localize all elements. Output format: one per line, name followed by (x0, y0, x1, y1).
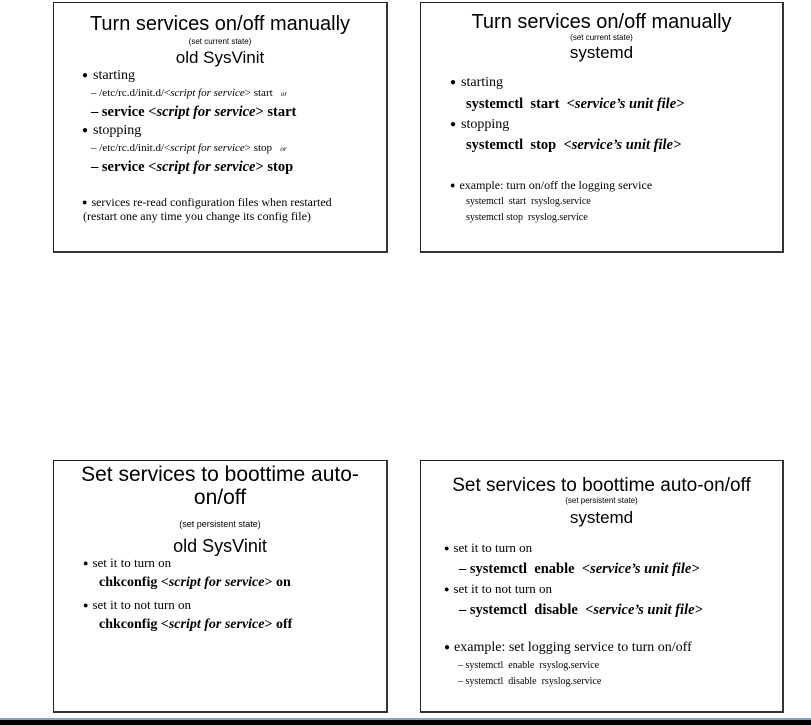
bullet-turn-on (444, 540, 532, 557)
text: systemctl start (466, 96, 567, 112)
bullet-starting (450, 75, 503, 92)
chkconfig-off-line (99, 616, 292, 633)
slide-title: Set services to boottime auto-on/off (452, 475, 751, 496)
slide-note: (set current state) (188, 37, 252, 46)
disable-cmd-line (459, 602, 703, 619)
text-italic: script for service (170, 142, 245, 154)
slide-note: (set persistent state) (565, 496, 638, 505)
slide-subtitle: systemd (569, 508, 634, 527)
text: set it to turn on (92, 555, 172, 570)
text-italic: script for service (168, 575, 265, 590)
text: example: turn on/off the logging service (459, 178, 653, 192)
text-italic: script for service (170, 87, 245, 99)
text: (restart one any time you change its config file) (83, 209, 311, 223)
bullet-stopping (82, 123, 141, 140)
slide-title-line1: Set services to boottime auto- (81, 463, 359, 486)
bullet-dot-icon: ● (83, 558, 89, 568)
start-cmd-line (466, 96, 684, 113)
slide-sysvinit-boottime (53, 460, 388, 713)
bullet-reread (82, 196, 332, 223)
start-path-line (91, 87, 287, 101)
or-label: or (280, 90, 288, 98)
bullet-dot-icon: ● (444, 584, 450, 594)
stop-path-line (91, 142, 287, 156)
text: > stop (255, 159, 294, 175)
slide-sysvinit-manual (53, 2, 388, 253)
text-italic: <service’s unit file> (563, 137, 682, 153)
text: – /etc/rc.d/init.d/< (91, 87, 171, 99)
example-line: systemctl start rsyslog.service (466, 196, 591, 207)
slide-note: (set persistent state) (179, 519, 261, 529)
text: services re-read configuration files when restarted (91, 195, 332, 209)
text: set it to not turn on (92, 597, 192, 612)
bullet-dot-icon: ● (444, 543, 450, 553)
taskbar (0, 720, 811, 725)
bullet-example (450, 178, 652, 193)
slide-subtitle: old SysVinit (175, 48, 265, 67)
example-line: systemctl stop rsyslog.service (466, 212, 588, 223)
bullet-text: starting (93, 68, 136, 83)
chkconfig-on-line (99, 574, 291, 591)
bullet-stopping (450, 117, 509, 134)
text: – systemctl disable (459, 602, 586, 618)
enable-cmd-line (459, 561, 700, 578)
slide-title: Turn services on/off manually (471, 11, 732, 33)
or-label: or (280, 145, 287, 153)
text: > start (244, 87, 273, 99)
stop-cmd-line (91, 159, 293, 176)
text: > off (264, 617, 293, 632)
bullet-turn-on (83, 555, 171, 572)
bullet-text: starting (461, 75, 504, 90)
slide-title-line2: on/off (193, 486, 247, 509)
slide-title: Turn services on/off manually (89, 13, 351, 35)
text: systemctl stop (466, 137, 564, 153)
text-italic: script for service (156, 159, 256, 175)
text-italic: script for service (168, 617, 265, 632)
bullet-turn-off (83, 597, 191, 614)
text-italic: <service’s unit file> (585, 602, 703, 618)
bullet-dot-icon: ● (82, 197, 88, 207)
bullet-text: stopping (93, 123, 142, 138)
slide-systemd-manual (420, 2, 784, 253)
bullet-starting (82, 68, 135, 85)
bullet-turn-off (444, 581, 552, 598)
bullet-dot-icon: ● (450, 180, 456, 190)
text-italic: <service’s unit file> (581, 561, 700, 577)
text: > stop (244, 142, 273, 154)
slide-subtitle: systemd (569, 43, 634, 62)
text: set it to turn on (453, 540, 533, 555)
text: chkconfig < (99, 575, 169, 590)
slide-systemd-boottime (420, 460, 784, 713)
start-cmd-line (91, 104, 296, 121)
text: chkconfig < (99, 617, 169, 632)
text: set it to not turn on (453, 581, 553, 596)
example-line: – systemctl enable rsyslog.service (458, 660, 600, 671)
text: > on (264, 575, 291, 590)
example-line: – systemctl disable rsyslog.service (458, 676, 602, 687)
text: example: set logging service to turn on/off (454, 640, 692, 655)
text: – systemctl enable (459, 561, 582, 577)
text: – service < (91, 104, 157, 120)
text-italic: <service’s unit file> (566, 96, 685, 112)
text-italic: script for service (156, 104, 256, 120)
bullet-example (444, 640, 692, 657)
stop-cmd-line (466, 137, 681, 154)
bullet-text: stopping (461, 117, 510, 132)
text: > start (255, 104, 297, 120)
bullet-dot-icon: ● (444, 642, 451, 653)
text: – service < (91, 159, 157, 175)
text: – /etc/rc.d/init.d/< (91, 142, 171, 154)
bullet-dot-icon: ● (83, 600, 89, 610)
slide-subtitle: old SysVinit (173, 536, 267, 556)
slide-note: (set current state) (570, 33, 633, 42)
